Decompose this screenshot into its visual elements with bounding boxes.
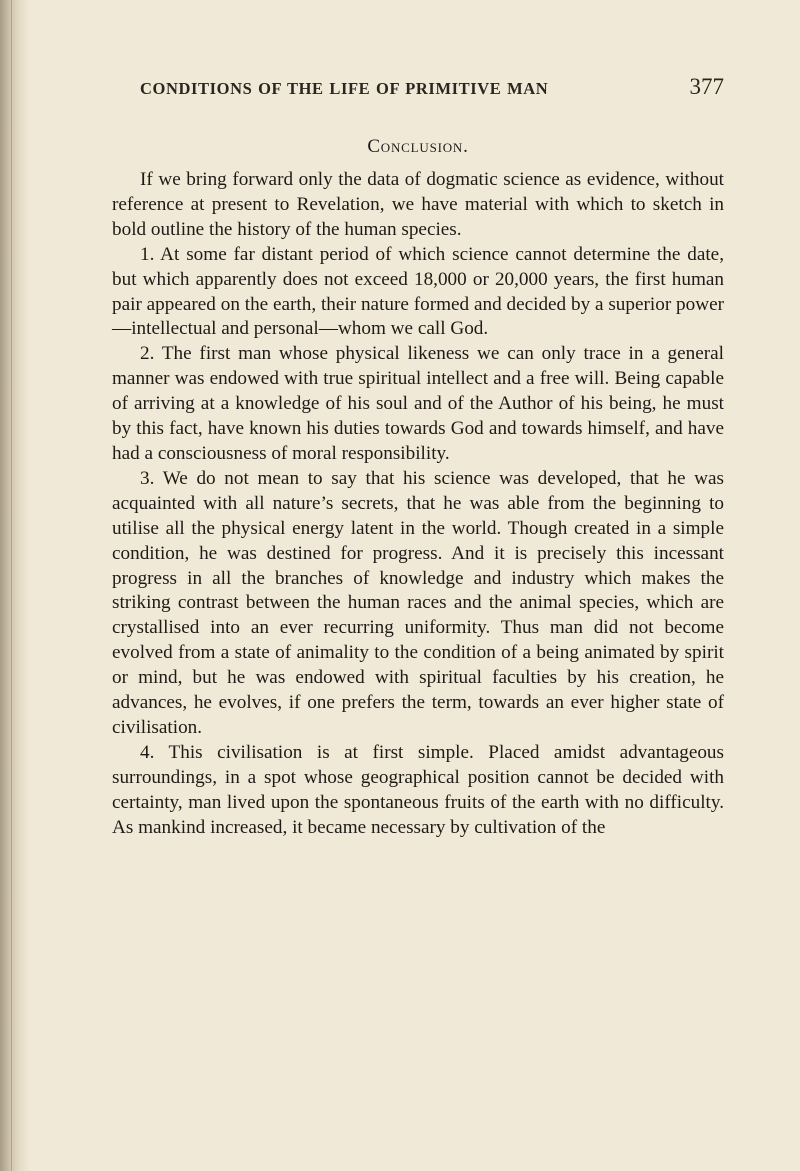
running-head-title: CONDITIONS OF THE LIFE OF PRIMITIVE MAN	[140, 79, 549, 98]
book-binding-shadow	[0, 0, 30, 1171]
paragraph-3: 3. We do not mean to say that his science was developed, that he was acquainted with all nature’s secrets, that he was able from the beginning to utilise all the physical energy latent in the world. Though created in a simple condition, he was destined for progress. And it is precisely this incessant progress in all the branches of knowledge and industry which makes the striking contrast between the human races and the animal species, which are crystallised into an ever recurring uniformity. Thus man did not become evolved from a state of animality to the condition of a being animated by spirit or mind, but he was endowed with spiritual faculties by his creation, he advances, he evolves, if one prefers the term, towards an ever higher state of civilisation.	[112, 467, 724, 738]
book-page	[112, 74, 724, 840]
paragraph-2: 2. The first man whose physical likeness we can only trace in a general manner was endowed with true spiritual intellect and a free will. Being capable of arriving at a knowledge of his soul and of the Author of his being, he must by this fact, have known his duties towards God and towards himself, and have had a consciousness of moral responsibility.	[112, 343, 724, 464]
body-text	[112, 168, 724, 840]
paragraph-1: 1. At some far distant period of which science cannot determine the date, but which apparently does not exceed 18,000 or 20,000 years, the first human pair appeared on the earth, their nature formed and decided by a superior power—intellectual and personal—whom we call God.	[112, 243, 724, 340]
section-title: Conclusion.	[367, 136, 469, 157]
page-number: 377	[689, 74, 724, 99]
running-head	[112, 74, 724, 108]
binding-edge-line	[11, 0, 12, 1171]
paragraph-4: 4. This civilisation is at first simple. Placed amidst advantageous surroundings, in a spot whose geographical position cannot be decided with certainty, man lived upon the spontaneous fruits of the earth with no difficulty. As mankind increased, it became necessary by cultivation of the	[112, 741, 724, 838]
paragraph-intro: If we bring forward only the data of dogmatic science as evidence, without reference at present to Revelation, we have material with which to sketch in bold outline the history of the human species.	[112, 169, 724, 240]
